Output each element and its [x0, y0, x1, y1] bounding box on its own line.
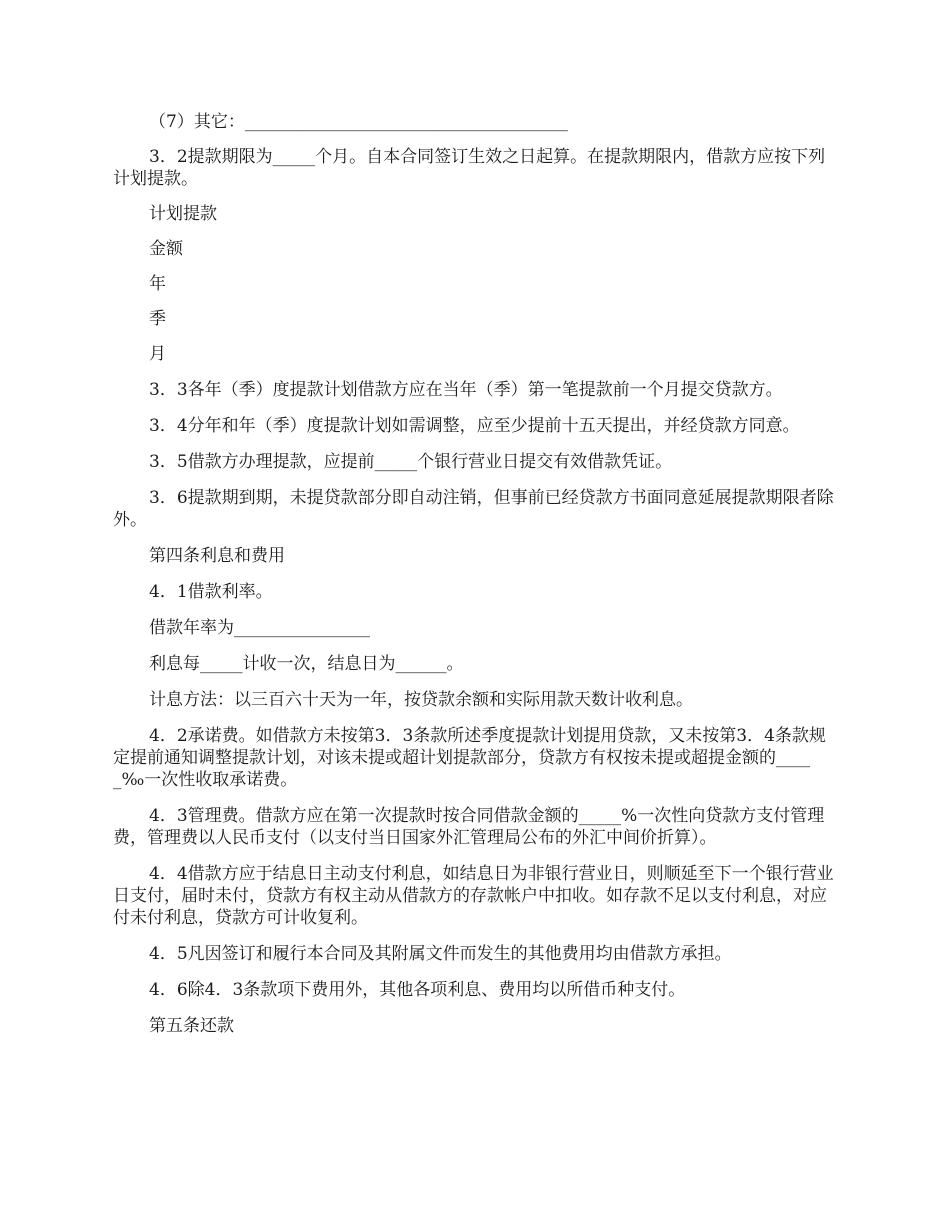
clause-3-4: 3．4分年和年（季）度提款计划如需调整，应至少提前十五天提出，并经贷款方同意。 — [149, 416, 800, 436]
article-5-heading: 第五条还款 — [149, 1016, 234, 1036]
plan-label-month: 月 — [149, 344, 166, 364]
clause-4-5: 4．5凡因签订和履行本合同及其附属文件而发生的其他费用均由借款方承担。 — [149, 944, 732, 964]
clause-3-5: 3．5借款方办理提款，应提前_____个银行营业日提交有效借款凭证。 — [149, 452, 673, 472]
clause-3-6: 3．6提款期到期，未提贷款部分即自动注销，但事前已经贷款方书面同意延展提款期限者除外。 — [113, 488, 834, 530]
clause-3-2-drawdown-period: 3．2提款期限为_____个月。自本合同签订生效之日起算。在提款期限内，借款方应按下列计划提款。 — [113, 147, 826, 189]
clause-4-2: 4．2承诺费。如借款方未按第3．3条款所述季度提款计划提用贷款，又未按第3．4条款规定提前通知调整提款计划，对该未提或超计划提款部分，贷款方有权按未提或超提金额的_____‰一次性收取承诺费。 — [113, 726, 826, 790]
clause-4-4: 4．4借款方应于结息日主动支付利息，如结息日为非银行营业日，则顺延至下一个银行营业日支付，届时未付，贷款方有权主动从借款方的存款帐户中扣收。如存款不足以支付利息，对应付未付利息，贷款方可计收复利。 — [113, 864, 834, 928]
plan-label-quarter: 季 — [149, 309, 166, 329]
plan-label-drawdown: 计划提款 — [149, 204, 217, 224]
plan-label-year: 年 — [149, 274, 166, 294]
interest-method: 计息方法：以三百六十天为一年，按贷款余额和实际用款天数计收利息。 — [149, 690, 693, 710]
article-4-heading: 第四条利息和费用 — [149, 546, 285, 566]
clause-4-6: 4．6除4．3条款项下费用外，其他各项利息、费用均以所借币种支付。 — [149, 980, 686, 1000]
clause-4-3: 4．3管理费。借款方应在第一次提款时按合同借款金额的_____%一次性向贷款方支付管理费，管理费以人民币支付（以支付当日国家外汇管理局公布的外汇中间价折算）。 — [113, 806, 825, 848]
clause-4-1: 4．1借款利率。 — [149, 582, 273, 602]
clause-3-3: 3．3各年（季）度提款计划借款方应在当年（季）第一笔提款前一个月提交贷款方。 — [149, 380, 783, 400]
interest-settlement: 利息每_____计收一次，结息日为______。 — [149, 654, 464, 674]
clause-3-1-7-other: （7）其它：______________________________________ — [149, 112, 568, 132]
document-body — [113, 111, 839, 1037]
loan-annual-rate: 借款年率为________________ — [149, 618, 370, 638]
plan-label-amount: 金额 — [149, 239, 183, 259]
